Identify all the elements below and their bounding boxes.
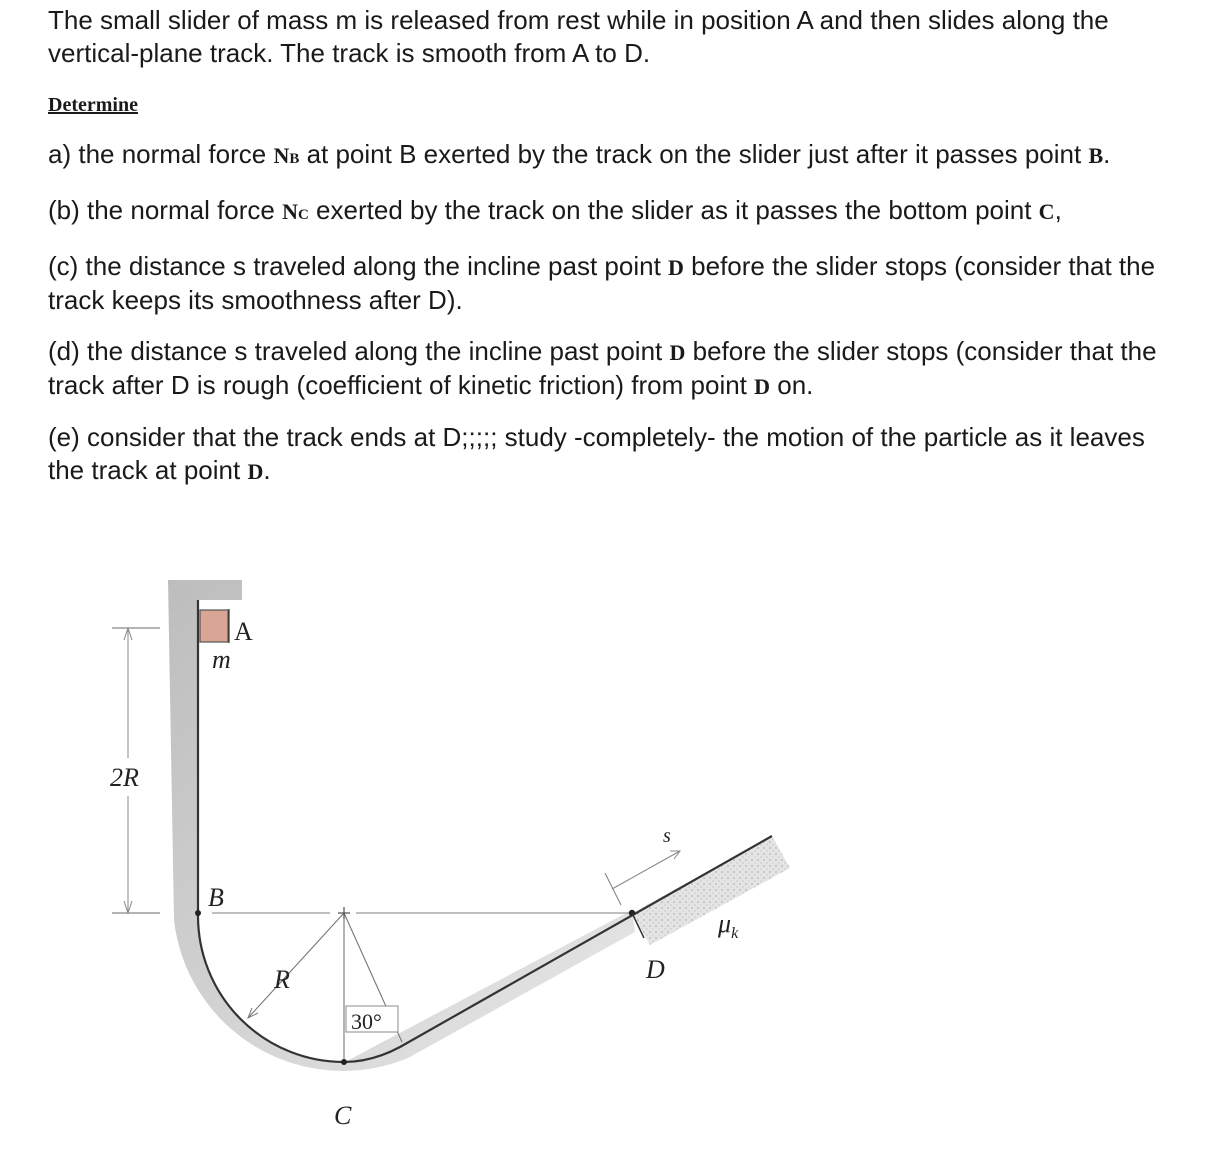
label-d: D xyxy=(646,955,665,984)
part-e-text: (e) consider that the track ends at D;;;;; study -completely- the motion of the particle as it leaves the track at point xyxy=(48,422,1145,485)
point-c-dot xyxy=(341,1059,347,1065)
point-d-ref: D xyxy=(669,340,686,365)
normal-force-b-sub: B xyxy=(289,151,300,167)
normal-force-c-n: N xyxy=(282,199,298,224)
part-e-end: . xyxy=(263,455,271,485)
problem-intro: The small slider of mass m is released from rest while in position A and then slides along the vertical-plane track. The track is smooth from A to D. xyxy=(48,5,1109,68)
part-a-mid: at point B exerted by the track on the slider just after it passes point xyxy=(299,139,1089,169)
track-shading xyxy=(168,580,635,1071)
point-d-ref: D xyxy=(668,255,684,280)
part-b-text: (b) the normal force xyxy=(48,195,283,225)
part-d-mid: before the slider stops (consider that the track after D is rough (coefficient of kinetic friction) from point xyxy=(48,336,1157,400)
part-a-text: a) the normal force xyxy=(48,139,274,169)
point-d-ref-2: D xyxy=(754,374,771,399)
s-arrow-head xyxy=(670,851,680,859)
label-b: B xyxy=(208,883,224,912)
point-d-ref: D xyxy=(247,459,264,484)
normal-force-b-n: N xyxy=(273,143,290,168)
label-angle: 30° xyxy=(351,1009,382,1034)
point-b-dot xyxy=(195,910,201,916)
determine-heading: Determine xyxy=(48,94,138,116)
label-mu xyxy=(717,909,739,942)
part-d-text: (d) the distance s traveled along the incline past point xyxy=(48,336,670,366)
label-2r: 2R xyxy=(110,763,139,792)
label-mu-symbol: μ xyxy=(718,909,732,938)
point-b-ref: B xyxy=(1088,143,1104,168)
part-d-end: on. xyxy=(770,370,814,400)
part-a-end: . xyxy=(1103,139,1111,169)
part-b-end: , xyxy=(1054,195,1062,225)
label-r: R xyxy=(274,965,290,994)
part-c-text: (c) the distance s traveled along the incline past point xyxy=(48,251,669,281)
label-m: m xyxy=(212,645,231,674)
radius-line xyxy=(248,913,344,1018)
rough-incline-band xyxy=(632,836,790,945)
part-b-mid: exerted by the track on the slider as it passes the bottom point xyxy=(308,195,1039,225)
normal-force-c-sub: C xyxy=(297,207,309,223)
label-a: A xyxy=(234,617,253,646)
s-arrow-line xyxy=(612,851,680,889)
slider-block xyxy=(200,610,228,642)
part-c-end: before the slider stops (consider that the track keeps its smoothness after D). xyxy=(48,251,1156,315)
label-mu-sub: k xyxy=(731,925,739,942)
label-s: s xyxy=(663,825,671,847)
label-c: C xyxy=(334,1101,352,1130)
point-c-ref: C xyxy=(1038,199,1055,224)
